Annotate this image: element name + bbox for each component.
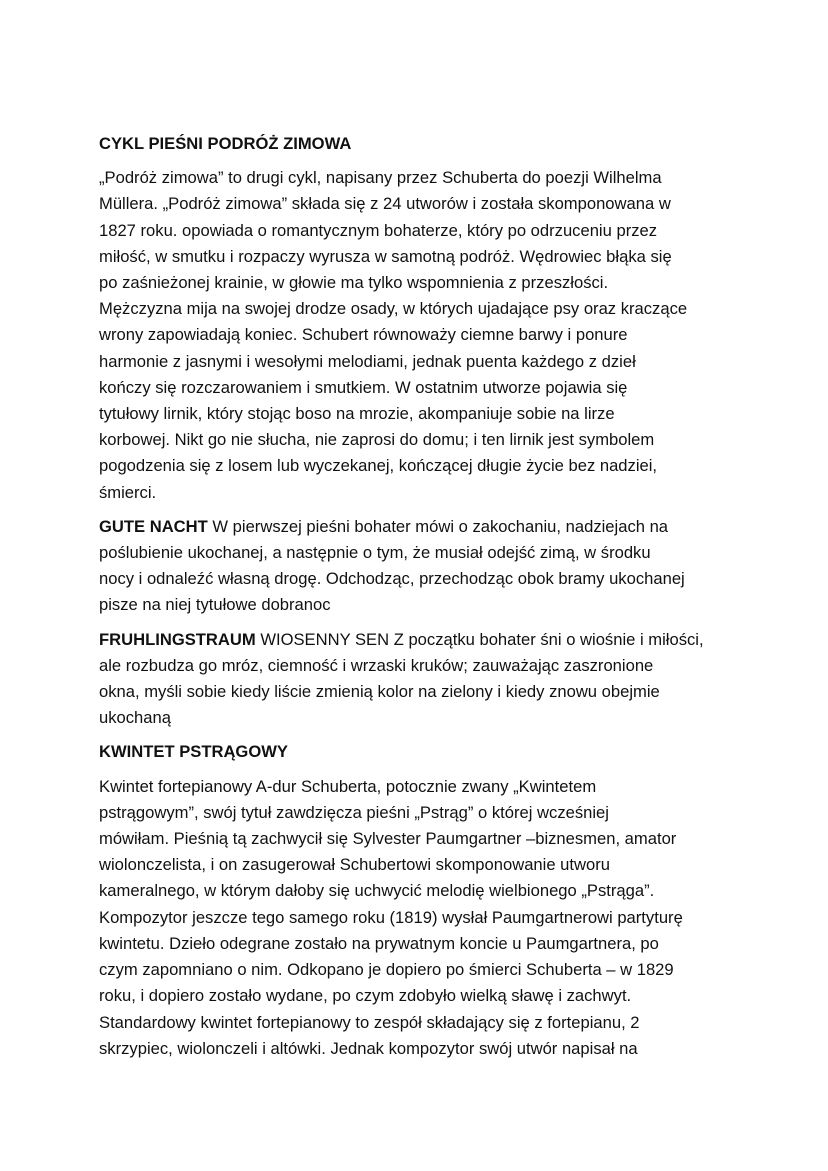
paragraph-winterreise [99, 165, 739, 506]
text-line: Kompozytor jeszcze tego samego roku (1819) wysłał Paumgartnerowi partyturę [99, 907, 683, 927]
song-title-fruhlingstraum: FRUHLINGSTRAUM [99, 629, 256, 649]
text-line: Müllera. „Podróż zimowa” składa się z 24 utworów i została skomponowana w [99, 194, 671, 214]
text-line: mówiłam. Pieśnią tą zachwycił się Sylvester Paumgartner –biznesmen, amator [99, 829, 677, 849]
text-line: wrony zapowiadają koniec. Schubert równoważy ciemne barwy i ponure [99, 325, 628, 345]
paragraph-trout-quintet [99, 774, 739, 1062]
text-line: nocy i odnaleźć własną drogę. Odchodząc, przechodząc obok bramy ukochanej [99, 569, 685, 589]
text-line: miłość, w smutku i rozpaczy wyrusza w samotną podróż. Wędrowiec błąka się [99, 246, 672, 266]
text-line: pogodzenia się z losem lub wyczekanej, kończącej długie życie bez nadziei, [99, 456, 658, 476]
text-line: Mężczyzna mija na swojej drodze osady, w których ujadające psy oraz kraczące [99, 299, 688, 319]
text-line: Kwintet fortepianowy A-dur Schuberta, potocznie zwany „Kwintetem [99, 776, 597, 796]
text-line: skrzypiec, wiolonczeli i altówki. Jednak kompozytor swój utwór napisał na [99, 1038, 638, 1058]
text-line: tytułowy lirnik, który stojąc boso na mrozie, akompaniuje sobie na lirze [99, 404, 615, 424]
text-line: kończy się rozczarowaniem i smutkiem. W ostatnim utworze pojawia się [99, 377, 628, 397]
section-heading-trout-quintet: KWINTET PSTRĄGOWY [99, 742, 288, 762]
text-line: po zaśnieżonej krainie, w głowie ma tylko wspomnienia z przeszłości. [99, 273, 609, 293]
document-page [99, 131, 739, 1070]
text-line: „Podróż zimowa” to drugi cykl, napisany przez Schuberta do poezji Wilhelma [99, 168, 662, 188]
text-line [99, 627, 739, 653]
text-line: wiolonczelista, i on zasugerował Schubertowi skomponowanie utworu [99, 855, 610, 875]
text-line: kameralnego, w którym dałoby się uchwycić melodię wielbionego „Pstrąga”. [99, 881, 655, 901]
song-title-gute-nacht: GUTE NACHT [99, 516, 208, 536]
text-line: poślubienie ukochanej, a następnie o tym, że musiał odejść zimą, w środku [99, 543, 651, 563]
text-line: korbowej. Nikt go nie słucha, nie zaprosi do domu; i ten lirnik jest symbolem [99, 430, 655, 450]
section-heading-winterreise: CYKL PIEŚNI PODRÓŻ ZIMOWA [99, 134, 352, 153]
text-line: czym zapomniano o nim. Odkopano je dopiero po śmierci Schuberta – w 1829 [99, 960, 674, 980]
text-line: śmierci. [99, 482, 157, 502]
text-line: ukochaną [99, 708, 171, 728]
text-run: W pierwszej pieśni bohater mówi o zakochaniu, nadziejach na [207, 516, 669, 536]
text-line [99, 514, 739, 540]
text-line: pstrągowym”, swój tytuł zawdzięcza pieśni „Pstrąg” o której wcześniej [99, 802, 609, 822]
paragraph-fruhlingstraum [99, 627, 739, 732]
text-line: okna, myśli sobie kiedy liście zmienią kolor na zielony i kiedy znowu obejmie [99, 682, 660, 702]
paragraph-gute-nacht [99, 514, 739, 619]
text-line: roku, i dopiero zostało wydane, po czym zdobyło wielką sławę i zachwyt. [99, 986, 632, 1006]
text-line: Standardowy kwintet fortepianowy to zespół składający się z fortepianu, 2 [99, 1012, 640, 1032]
text-line: pisze na niej tytułowe dobranoc [99, 595, 331, 615]
text-run: WIOSENNY SEN Z początku bohater śni o wiośnie i miłości, [255, 629, 704, 649]
text-line: ale rozbudza go mróz, ciemność i wrzaski kruków; zauważając zaszronione [99, 655, 654, 675]
text-line: harmonie z jasnymi i wesołymi melodiami, jednak puenta każdego z dzieł [99, 351, 636, 371]
text-line: 1827 roku. opowiada o romantycznym bohaterze, który po odrzuceniu przez [99, 220, 658, 240]
text-line: kwintetu. Dzieło odegrane zostało na prywatnym koncie u Paumgartnera, po [99, 933, 659, 953]
